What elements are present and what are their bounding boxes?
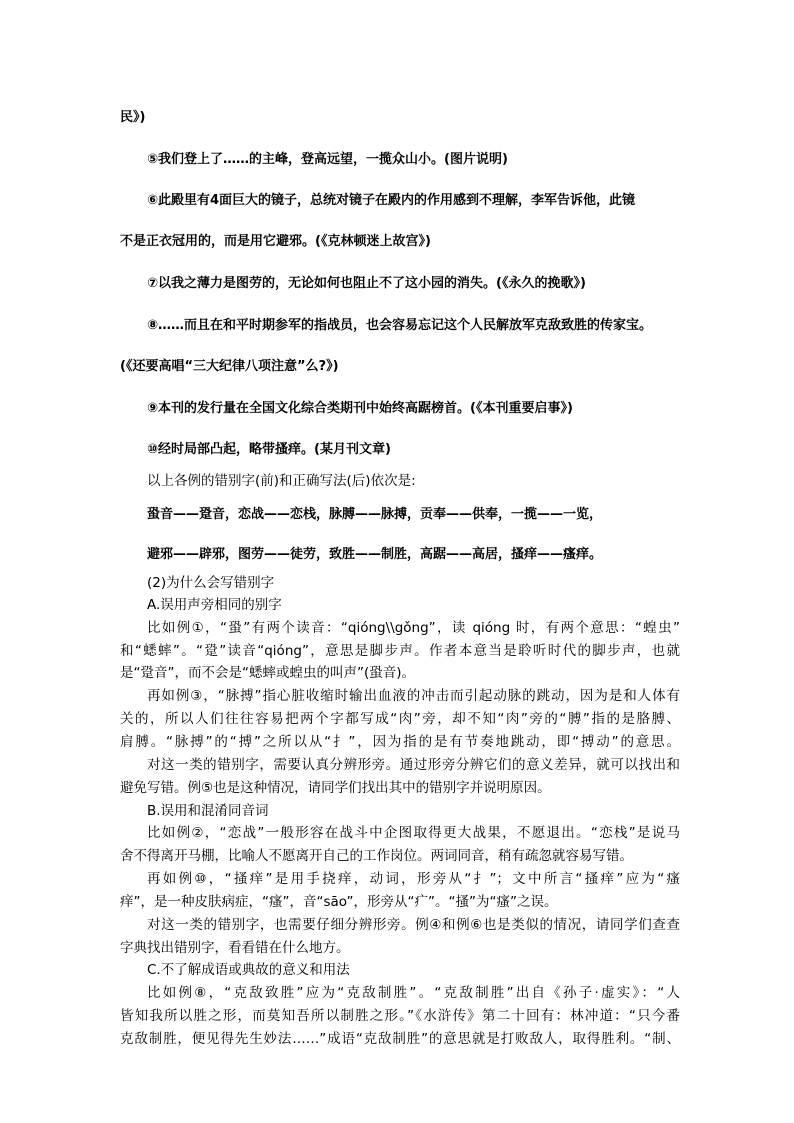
text-line: 对这一类的错别字，也需要仔细分辨形旁。例④和例⑥也是类似的情况，请同学们查查: [147, 917, 680, 933]
text-line: ⑦以我之薄力是图劳的，无论如何也阻止不了这小园的消失。(《永久的挽歌》): [147, 276, 586, 291]
text-line: 比如例①，“蛩”有两个读音：“qióng\\gǒng”，读 qióng 时，有两个意思：“蝗虫”: [147, 620, 680, 636]
text-line: 蛩音——跫音，恋战——恋栈，脉膊——脉搏，贡奉——供奉，一揽——一览，: [147, 507, 603, 522]
text-line: ⑤我们登上了……的主峰，登高远望，一揽众山小。(图片说明): [147, 152, 508, 167]
text-line: 克敌制胜，便见得先生妙法……”成语“克敌制胜”的意思就是打败敌人，取得胜利。“制、: [120, 1031, 680, 1047]
text-line: 和“蟋蟀”。“跫”读音“qióng”，意思是脚步声。作者本意当是聆听时代的脚步声，也就: [120, 643, 680, 659]
text-line: 民》): [120, 110, 146, 125]
text-line: 对这一类的错别字，需要认真分辨形旁。通过形旁分辨它们的意义差异，就可以找出和: [147, 757, 680, 773]
text-line: (《还要高唱“三大纪律八项注意”么?》): [120, 359, 339, 374]
text-line: 再如例⑩，“搔痒”是用手挠痒，动词，形旁从“扌”；文中所言“搔痒”应为“瘙: [147, 871, 680, 887]
text-line: 比如例⑧，“克敌致胜”应为“克敌制胜”。“克敌制胜”出自《孙子·虚实》：“人: [147, 985, 680, 1001]
text-line: ⑨本刊的发行量在全国文化综合类期刊中始终高踞榜首。(《本刊重要启事》): [147, 401, 573, 416]
text-line: 避免写错。例⑤也是这种情况，请同学们找出其中的错别字并说明原因。: [120, 780, 551, 796]
text-line: ⑥此殿里有4面巨大的镜子，总统对镜子在殿内的作用感到不理解，李军告诉他，此镜: [147, 193, 636, 208]
text-line: 比如例②，“恋战”一般形容在战斗中企图取得更大战果，不愿退出。“恋栈”是说马: [147, 825, 680, 841]
text-line: 不是正衣冠用的，而是用它避邪。(《克林顿迷上故宫》): [120, 234, 431, 249]
text-line: 避邪——辟邪，图劳——徒劳，致胜——制胜，高踞——高居，搔痒——瘙痒。: [147, 547, 603, 562]
text-line: 再如例③，“脉搏”指心脏收缩时输出血液的冲击而引起动脉的跳动，因为是和人体有: [147, 688, 680, 704]
text-line: 皆知我所以胜之形，而莫知吾所以制胜之形。”《水浒传》第二十回有：林冲道：“只今番: [120, 1008, 680, 1024]
text-line: 以上各例的错别字(前)和正确写法(后)依次是:: [147, 473, 416, 489]
text-line: 是“跫音”，而不会是“蟋蟀或蝗虫的叫声”(蛩音)。: [120, 665, 416, 681]
text-line: ⑧……而且在和平时期参军的指战员，也会容易忘记这个人民解放军克敌致胜的传家宝。: [147, 318, 653, 333]
section-heading: (2)为什么会写错别字: [147, 575, 275, 591]
text-line: 关的，所以人们往往容易把两个字都写成“肉”旁，却不知“肉”旁的“膊”指的是胳膊、: [120, 711, 680, 727]
text-line: 舍不得离开马棚，比喻人不愿离开自己的工作岗位。两词同音，稍有疏忽就容易写错。: [120, 848, 633, 864]
text-line: ⑩经时局部凸起，略带搔痒。(某月刊文章): [147, 442, 391, 457]
subsection-heading: B.误用和混淆同音词: [147, 803, 269, 819]
subsection-heading: C.不了解成语或典故的意义和用法: [147, 962, 350, 978]
text-line: 字典找出错别字，看看错在什么地方。: [120, 940, 350, 956]
subsection-heading: A.误用声旁相同的别字: [147, 597, 282, 613]
text-line: 肩膊。“脉搏”的“搏”之所以从“扌”，因为指的是有节奏地跳动，即“搏动”的意思。: [120, 734, 680, 750]
text-line: 痒”，是一种皮肤病症，“瘙”，音“sāo”，形旁从“疒”。“搔”为“瘙”之误。: [120, 894, 558, 910]
